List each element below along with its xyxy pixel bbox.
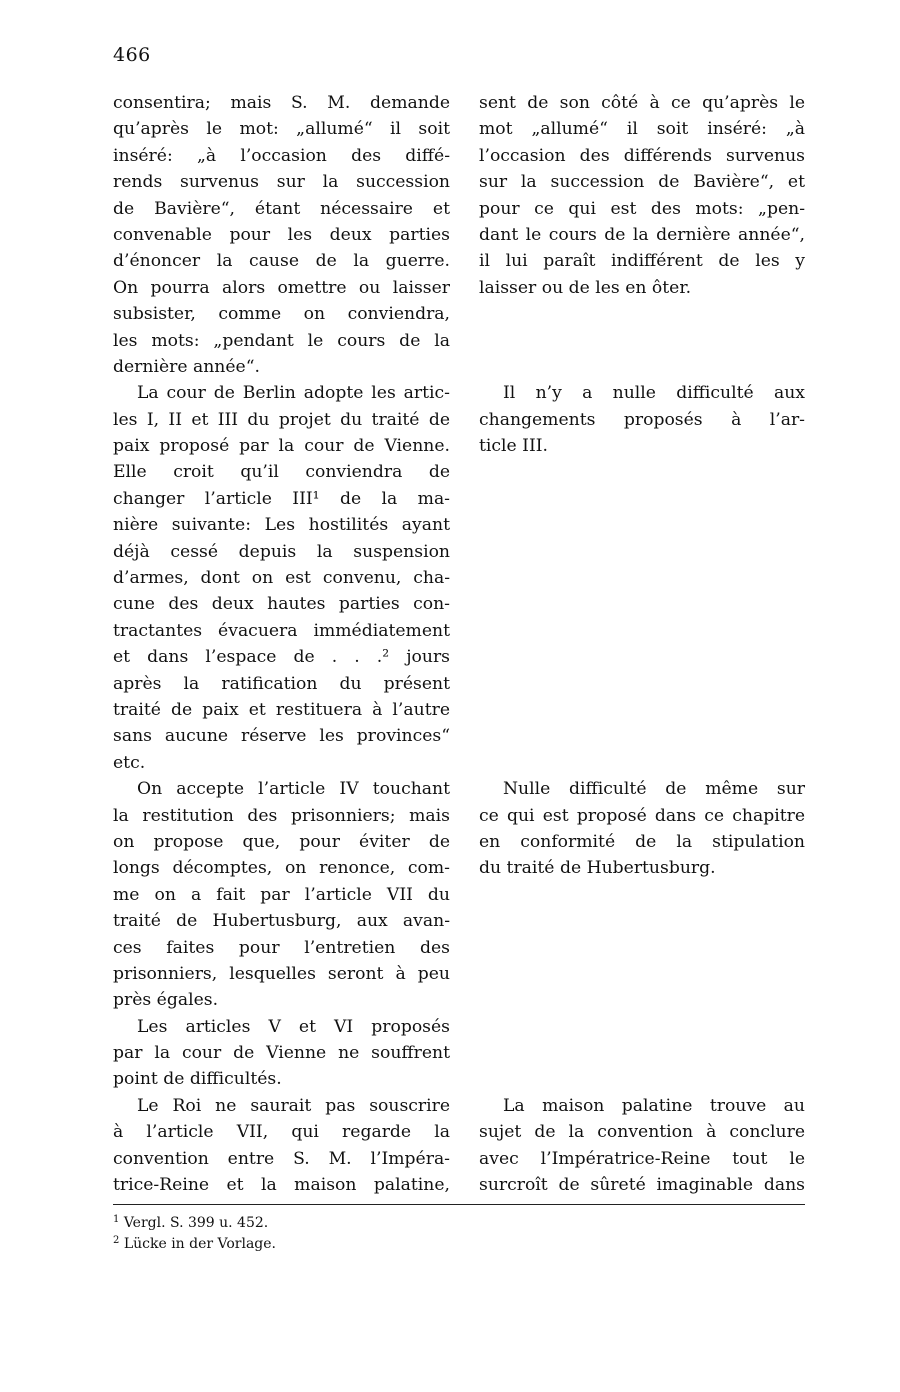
footnote-marker: 1: [113, 1214, 120, 1225]
blank-line: [479, 539, 805, 565]
text-line: les I, II et III du projet du traité de: [113, 409, 450, 430]
text-line: ces faites pour l’entretien des: [113, 937, 450, 958]
text-line: La maison palatine trouve au: [503, 1095, 805, 1116]
text-line: consentira; mais S. M. demande: [113, 93, 450, 113]
blank-line: [479, 882, 805, 908]
text-line: sujet de la convention à conclure: [479, 1122, 805, 1143]
text-line: etc.: [113, 752, 146, 773]
text-line: déjà cessé depuis la suspension: [113, 541, 450, 562]
blank-line: [479, 512, 805, 538]
text-line: sent de son côté à ce qu’après le: [479, 93, 805, 113]
text-line: on propose que, pour éviter de: [113, 831, 450, 852]
blank-line: [479, 618, 805, 644]
footnote-divider: [113, 1204, 805, 1205]
blank-line: [479, 935, 805, 961]
text-line: avec l’Impératrice-Reine tout le: [479, 1148, 805, 1169]
blank-line: [479, 961, 805, 987]
blank-line: [479, 591, 805, 617]
blank-line: [479, 723, 805, 749]
text-line: convention entre S. M. l’Impéra-: [113, 1148, 450, 1169]
text-line: et dans l’espace de . . .² jours: [113, 647, 450, 668]
footnote-text: Vergl. S. 399 u. 452.: [123, 1215, 269, 1231]
blank-line: [479, 486, 805, 512]
text-line: changer l’article III¹ de la ma-: [113, 488, 450, 509]
text-line: ce qui est proposé dans ce chapitre: [479, 805, 805, 826]
footnote-1: [113, 1213, 276, 1234]
text-line: subsister, comme on conviendra,: [113, 304, 450, 325]
text-line: Elle croit qu’il conviendra de: [113, 462, 450, 483]
text-line: rends survenus sur la succession: [113, 172, 450, 193]
text-line: traité de paix et restituera à l’autre: [113, 699, 450, 720]
right-column: [479, 90, 805, 1198]
text-line: cune des deux hautes parties con-: [113, 594, 450, 615]
text-line: convenable pour les deux parties: [113, 224, 450, 245]
text-line: Les articles V et VI proposés: [137, 1016, 450, 1037]
text-line: en conformité de la stipulation: [479, 831, 805, 852]
text-line: il lui paraît indifférent de les y: [479, 251, 805, 272]
text-line: La cour de Berlin adopte les artic-: [137, 383, 450, 404]
text-line: d’armes, dont on est convenu, cha-: [113, 568, 450, 589]
text-line: Il n’y a nulle difficulté aux: [503, 383, 805, 404]
blank-line: [479, 565, 805, 591]
text-line: après la ratification du présent: [113, 673, 450, 694]
text-line: la restitution des prisonniers; mais: [113, 805, 450, 826]
text-line: surcroît de sûreté imaginable dans: [479, 1175, 805, 1196]
text-line: à l’article VII, qui regarde la: [113, 1122, 450, 1143]
blank-line: [479, 671, 805, 697]
footnote-2: [113, 1234, 276, 1255]
text-line: trice-Reine et la maison palatine,: [113, 1175, 450, 1196]
text-line: Nulle difficulté de même sur: [503, 779, 805, 800]
text-line: l’occasion des différends survenus: [479, 145, 805, 166]
text-line: point de difficultés.: [113, 1069, 282, 1090]
text-line: dant le cours de la dernière année“,: [479, 224, 805, 245]
blank-line: [479, 328, 805, 354]
text-line: près égales.: [113, 990, 219, 1011]
text-line: me on a fait par l’article VII du: [113, 884, 450, 905]
text-line: du traité de Hubertusburg.: [479, 858, 716, 879]
blank-line: [479, 459, 805, 485]
text-line: On pourra alors omettre ou laisser: [113, 277, 450, 298]
blank-line: [479, 750, 805, 776]
text-line: de Bavière“, étant nécessaire et: [113, 198, 450, 219]
blank-line: [479, 644, 805, 670]
text-line: par la cour de Vienne ne souffrent: [113, 1043, 450, 1064]
text-line: qu’après le mot: „allumé“ il soit: [113, 119, 450, 140]
footnote-text: Lücke in der Vorlage.: [123, 1236, 277, 1252]
blank-line: [479, 908, 805, 934]
text-line: Le Roi ne saurait pas souscrire: [137, 1095, 450, 1116]
blank-line: [479, 987, 805, 1013]
blank-line: [479, 1014, 805, 1040]
page-number: 466: [113, 44, 151, 66]
text-line: nière suivante: Les hostilités ayant: [113, 515, 450, 536]
text-line: prisonniers, lesquelles seront à peu: [113, 963, 450, 984]
text-line: paix proposé par la cour de Vienne.: [113, 436, 450, 457]
blank-line: [479, 1066, 805, 1092]
text-line: On accepte l’article IV touchant: [137, 779, 450, 800]
text-line: traité de Hubertusburg, aux avan-: [113, 911, 450, 932]
text-line: mot „allumé“ il soit inséré: „à: [479, 119, 805, 140]
text-line: changements proposés à l’ar-: [479, 409, 805, 430]
text-line: tractantes évacuera immédiatement: [113, 620, 450, 641]
left-column: [113, 90, 450, 1198]
blank-line: [479, 301, 805, 327]
text-line: les mots: „pendant le cours de la: [113, 330, 450, 351]
blank-line: [479, 697, 805, 723]
text-line: inséré: „à l’occasion des diffé-: [113, 145, 450, 166]
text-line: sans aucune réserve les provinces“: [113, 726, 450, 747]
blank-line: [479, 1040, 805, 1066]
text-line: longs décomptes, on renonce, com-: [113, 858, 450, 879]
blank-line: [479, 354, 805, 380]
text-line: d’énoncer la cause de la guerre.: [113, 251, 450, 272]
text-line: sur la succession de Bavière“, et: [479, 172, 805, 193]
footnote-marker: 2: [113, 1235, 120, 1246]
text-line: dernière année“.: [113, 356, 260, 377]
text-line: pour ce qui est des mots: „pen-: [479, 198, 805, 219]
text-line: laisser ou de les en ôter.: [479, 277, 692, 298]
text-line: ticle III.: [479, 436, 548, 457]
footnotes: [113, 1213, 276, 1255]
